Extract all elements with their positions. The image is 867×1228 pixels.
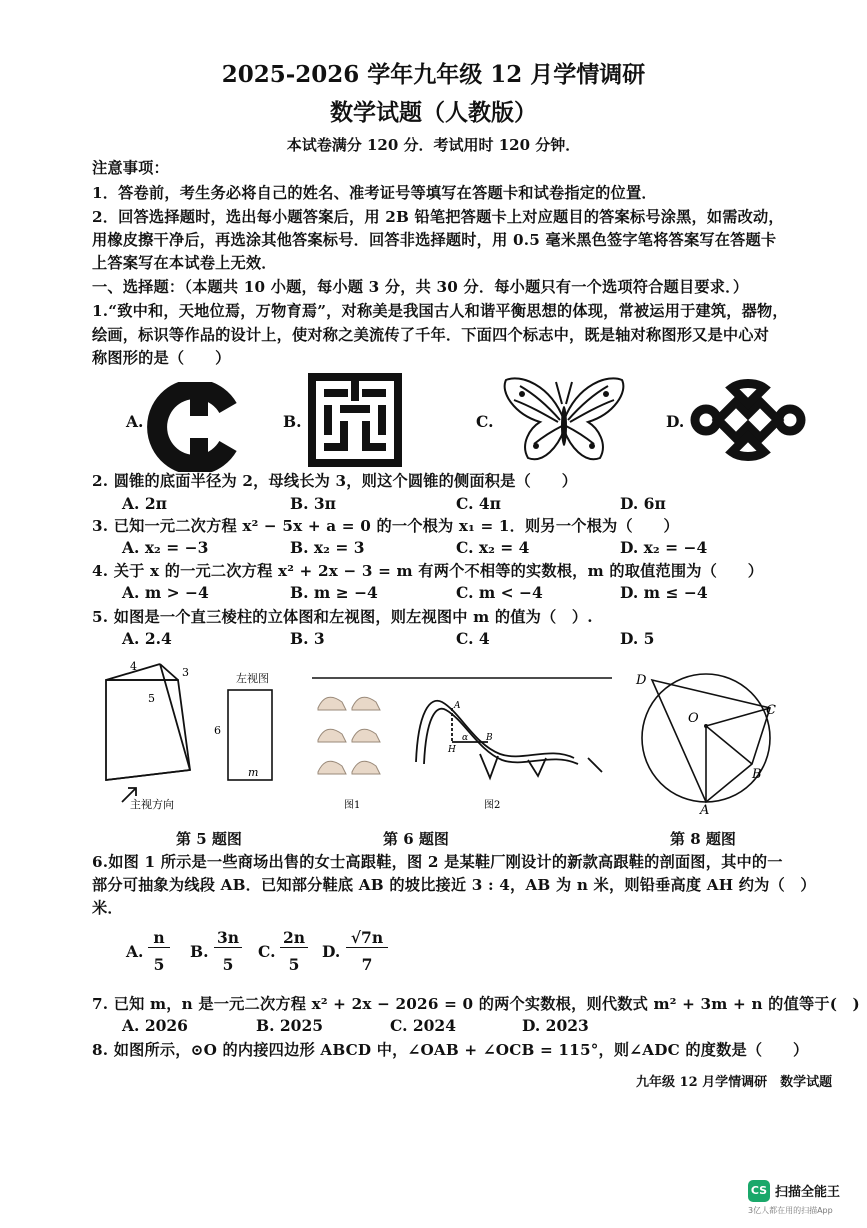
circle-point-a: A [700,803,710,816]
q6-d-numerator: √7n [346,928,388,948]
q2-option-d: D. 6π [620,494,666,513]
q3-option-c: C. x₂ = 4 [456,538,530,557]
q4-option-d: D. m ≤ −4 [620,583,708,602]
butterfly-logo-icon [500,374,628,466]
q6-line-2: 部分可抽象为线段 AB．已知部分鞋底 AB 的坡比接近 3 : 4，AB 为 n 米，则铅垂高度 AH 约为（ ） [92,876,816,894]
q2-option-c: C. 4π [456,494,501,513]
main-direction-label: 主视方向 [130,798,174,811]
fig1-label: 图1 [344,800,361,810]
note-2-line-2: 用橡皮擦干净后，再选涂其他答案标号．回答非选择题时，用 0.5 毫米黑色签字笔将答案写在答题卡 [92,231,777,249]
note-2-line-1: 2．回答选择题时，选出每小题答案后，用 2B 铅笔把答题卡上对应题目的答案标号涂黑，如需改动， [92,208,784,226]
q6-b-numerator: 3n [214,928,242,948]
section-heading: 一、选择题：（本题共 10 小题，每小题 3 分，共 30 分．每小题只有一个选项符合题目要求．） [92,278,749,296]
circle-figure [630,666,790,816]
q5-option-c: C. 4 [456,629,490,648]
q8-stem: 8. 如图所示，⊙O 的内接四边形 ABCD 中，∠OAB + ∠OCB = 115°，则∠ADC 的度数是（ ） [92,1041,809,1059]
logo-b-icon [306,371,404,469]
page-subtitle: 数学试题（人教版） [330,99,537,126]
q1-option-a: A. [126,412,144,431]
shoe-figure [312,672,612,810]
page-footer: 九年级 12 月学情调研 数学试题 [636,1075,833,1090]
prism-label-5: 5 [148,692,155,705]
q1-line-3: 称图形的是（ ） [92,349,231,367]
note-1: 1．答卷前，考生务必将自己的姓名、准考证号等填写在答题卡和试卷指定的位置． [92,184,657,202]
q6-line-3: 米． [92,899,123,917]
q4-stem: 4. 关于 x 的一元二次方程 x² + 2x − 3 = m 有两个不相等的实数根，m 的取值范围为（ ） [92,562,764,580]
q1-option-c: C. [476,412,494,431]
q5-option-a: A. 2.4 [122,629,172,648]
fig6-caption: 第 6 题图 [383,830,449,848]
point-h-label: H [448,745,456,755]
q6-line-1: 6.如图 1 所示是一些商场出售的女士高跟鞋，图 2 是某鞋厂刚设计的新款高跟鞋的剖面图，其中的一 [92,853,783,871]
chinese-knot-logo-icon [688,376,808,464]
circle-point-b: B [752,767,762,782]
q6-a-denominator: 5 [153,955,165,974]
fig5-caption: 第 5 题图 [176,830,242,848]
left-view-title: 左视图 [236,672,269,685]
fig2-label: 图2 [484,800,501,810]
fig8-caption: 第 8 题图 [670,830,736,848]
q6-option-a: A. [126,942,144,961]
q6-b-denominator: 5 [222,955,234,974]
note-2-line-3: 上答案写在本试卷上无效． [92,254,277,272]
q3-stem: 3. 已知一元二次方程 x² − 5x + a = 0 的一个根为 x₁ = 1．则另一个根为（ ） [92,517,679,535]
q6-option-b: B. [190,942,209,961]
scanner-tagline: 3亿人都在用的扫描App [748,1206,833,1215]
logo-a-icon [146,382,246,472]
prism-figure [96,658,206,813]
circle-point-c: C [766,703,776,718]
q4-option-a: A. m > −4 [122,583,209,602]
q5-option-b: B. 3 [290,629,325,648]
q7-option-b: B. 2025 [256,1016,324,1035]
left-view-label-m: m [248,766,259,779]
scanner-logo-icon: CS [748,1180,770,1202]
q1-line-2: 绘画，标识等作品的设计上，使对称之美流传了千年．下面四个标志中，既是轴对称图形又是中心对 [92,326,770,344]
q7-stem: 7. 已知 m，n 是一元二次方程 x² + 2x − 2026 = 0 的两个实数根，则代数式 m² + 3m + n 的值等于( ) [92,995,860,1013]
q2-stem: 2. 圆锥的底面半径为 2，母线长为 3，则这个圆锥的侧面积是（ ） [92,472,578,490]
page-title: 2025-2026 学年九年级 12 月学情调研 [221,61,646,88]
q1-line-1: 1.“致中和，天地位焉，万物育焉”，对称美是我国古人和谐平衡思想的体现，常被运用于建筑，器物， [92,302,788,320]
exam-info: 本试卷满分 120 分．考试用时 120 分钟． [286,136,581,154]
q3-option-a: A. x₂ = −3 [122,538,209,557]
q7-option-c: C. 2024 [390,1016,456,1035]
circle-point-d: D [636,673,647,688]
q6-d-denominator: 7 [361,955,373,974]
q6-a-numerator: n [148,928,170,948]
q5-option-d: D. 5 [620,629,655,648]
notes-heading: 注意事项： [92,159,169,177]
q1-option-d: D. [666,412,685,431]
q6-c-numerator: 2n [280,928,308,948]
q6-c-denominator: 5 [288,955,300,974]
prism-label-3: 3 [182,666,189,679]
scanner-app-name: 扫描全能王 [775,1185,841,1200]
q7-option-a: A. 2026 [122,1016,188,1035]
q7-option-d: D. 2023 [522,1016,589,1035]
q4-option-b: B. m ≥ −4 [290,583,378,602]
q5-stem: 5. 如图是一个直三棱柱的立体图和左视图，则左视图中 m 的值为（ ）. [92,608,593,626]
q2-option-a: A. 2π [122,494,167,513]
left-view-label-6: 6 [214,724,221,737]
q2-option-b: B. 3π [290,494,337,513]
q4-option-c: C. m < −4 [456,583,543,602]
point-b-label: B [486,733,493,743]
left-view-figure [212,686,284,786]
prism-label-4: 4 [130,660,137,673]
alpha-label: α [462,733,469,743]
point-a-label: A [454,701,461,711]
circle-center-o: O [688,711,699,726]
q6-option-c: C. [258,942,276,961]
q3-option-b: B. x₂ = 3 [290,538,365,557]
q1-option-b: B. [283,412,302,431]
q6-option-d: D. [322,942,341,961]
q3-option-d: D. x₂ = −4 [620,538,708,557]
